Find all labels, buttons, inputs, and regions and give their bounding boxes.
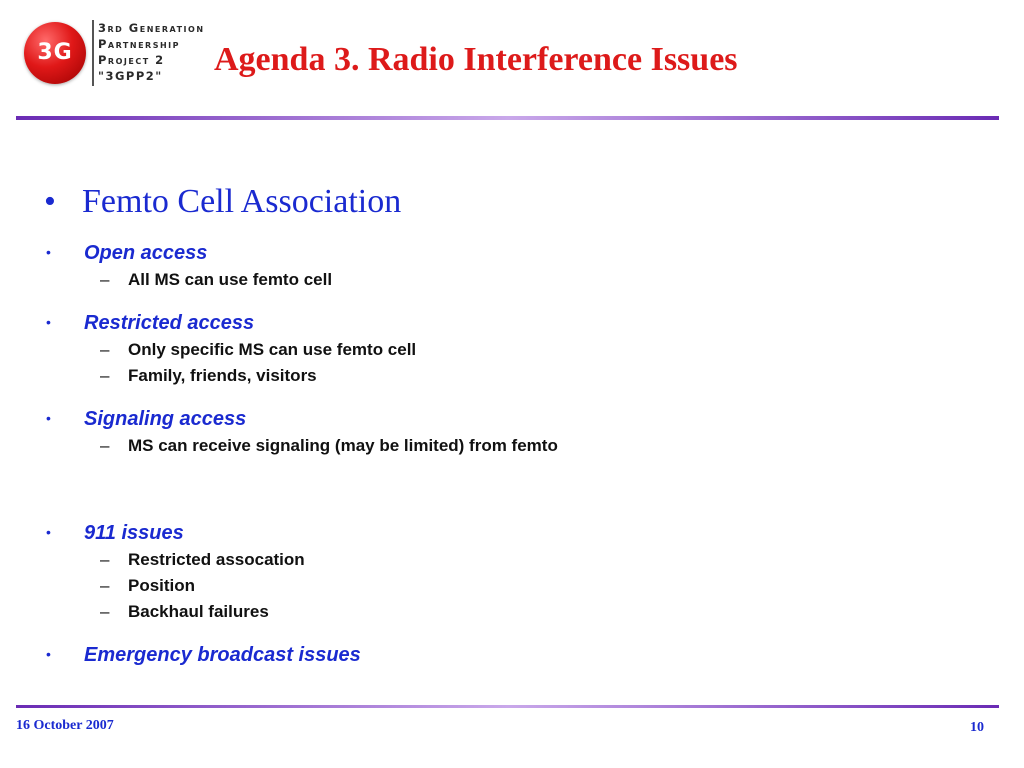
sub-text: Family, friends, visitors <box>128 366 317 385</box>
sub-text: Restricted assocation <box>128 550 305 569</box>
bullet-text: 911 issues <box>84 522 184 544</box>
sub-dash: – <box>100 602 110 621</box>
bullet-dot: • <box>46 410 51 426</box>
logo-line: "3GPP2" <box>98 69 163 83</box>
bullet-item <box>46 405 246 432</box>
sub-text: All MS can use femto cell <box>128 270 333 289</box>
logo-mark: 3G <box>37 40 73 65</box>
bullet-dot: • <box>46 244 51 260</box>
logo-line: 3rd Generation <box>98 21 205 35</box>
heading-text: Femto Cell Association <box>82 183 402 220</box>
bullet-text: Restricted access <box>84 312 255 334</box>
bullet-item <box>46 641 361 668</box>
sub-dash: – <box>100 340 110 359</box>
page-number: 10 <box>970 720 984 735</box>
sub-item <box>100 268 332 292</box>
sub-dash: – <box>100 366 110 385</box>
sub-text: Only specific MS can use femto cell <box>128 340 417 359</box>
footer-date: 16 October 2007 <box>16 718 114 733</box>
logo-line: Partnership <box>98 37 180 51</box>
heading-bullet: • <box>44 183 56 220</box>
bullet-dot: • <box>46 524 51 540</box>
sub-dash: – <box>100 436 110 455</box>
bullet-dot: • <box>46 314 51 330</box>
top-divider <box>16 116 999 120</box>
3gpp2-logo <box>20 18 232 90</box>
logo-text <box>98 20 205 84</box>
main-heading <box>44 176 401 228</box>
sub-text: Position <box>128 576 196 595</box>
bullet-item <box>46 239 207 266</box>
bullet-text: Open access <box>84 242 208 264</box>
bullet-text: Signaling access <box>84 408 247 430</box>
sub-item <box>100 434 558 458</box>
bullet-text: Emergency broadcast issues <box>84 644 361 666</box>
sub-item <box>100 600 269 624</box>
slide-title: Agenda 3. Radio Interference Issues <box>214 41 738 78</box>
sub-dash: – <box>100 576 110 595</box>
sub-dash: – <box>100 550 110 569</box>
bullet-item <box>46 309 254 336</box>
sub-item <box>100 548 305 572</box>
logo-line: Project 2 <box>98 53 165 67</box>
bottom-divider <box>16 705 999 708</box>
sub-item <box>100 364 317 388</box>
sub-item <box>100 574 195 598</box>
logo-divider <box>92 20 94 86</box>
sub-item <box>100 338 416 362</box>
sub-text: Backhaul failures <box>128 602 269 621</box>
bullet-dot: • <box>46 646 51 662</box>
sub-dash: – <box>100 270 110 289</box>
bullet-item <box>46 519 184 546</box>
sub-text: MS can receive signaling (may be limited) from femto <box>128 436 558 455</box>
